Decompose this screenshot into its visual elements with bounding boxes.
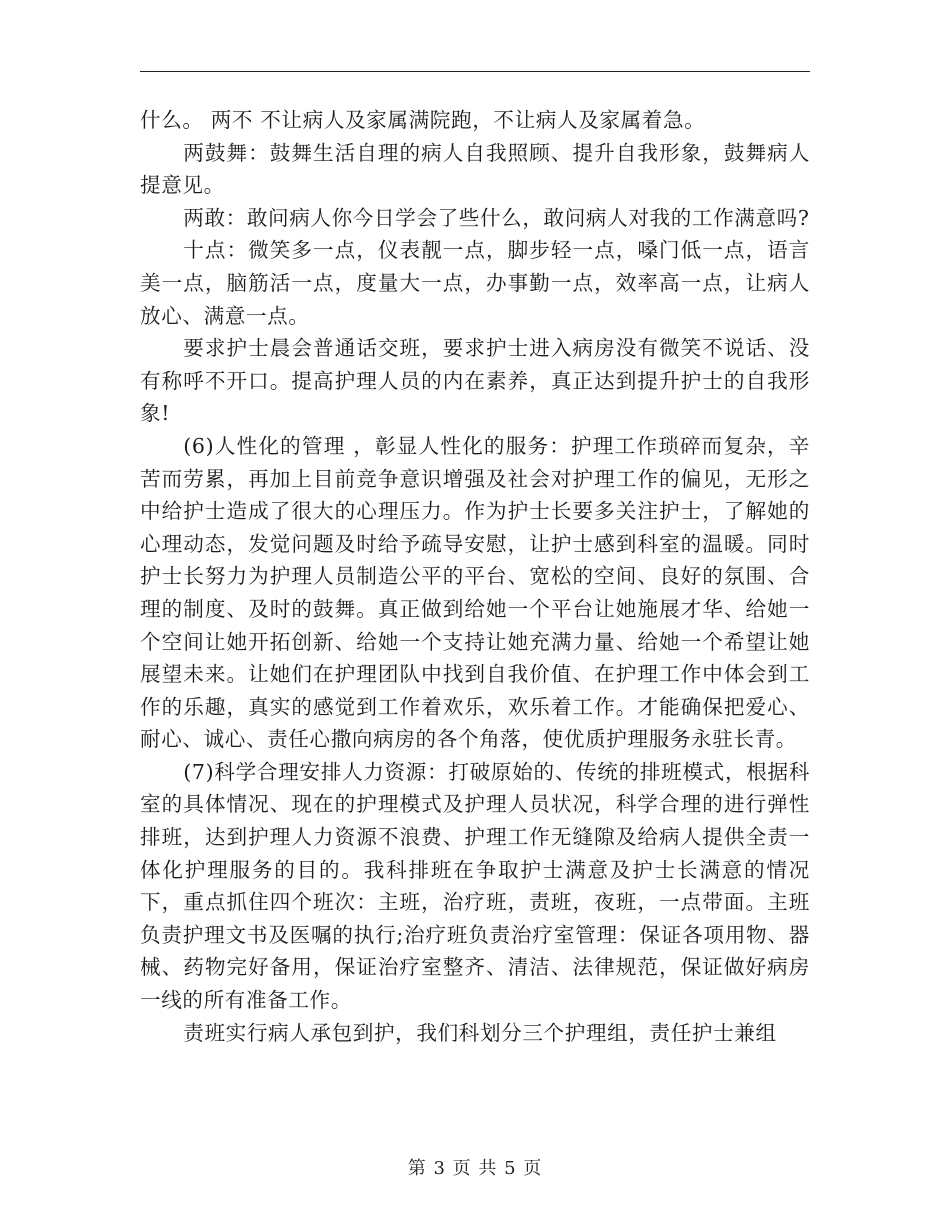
paragraph-staffing: (7)科学合理安排人力资源：打破原始的、传统的排班模式，根据科室的具体情况、现在的护理模式及护理人员状况，科学合理的进行弹性排班，达到护理人力资源不浪费、护理工作无缝隙及给病人提供全责一体化护理服务的目的。我科排班在争取护士满意及护士长满意的情况下，重点抓住四个班次：主班，治疗班，责班，夜班，一点带面。主班负责护理文书及医嘱的执行;治疗班负责治疗室管理：保证各项用物、器械、药物完好备用，保证治疗室整齐、清洁、法律规范，保证做好病房一线的所有准备工作。 (140, 759, 810, 1013)
document-body (140, 104, 810, 1049)
header-rule (140, 71, 810, 72)
paragraph-responsibility-shift: 责班实行病人承包到护，我们科划分三个护理组，责任护士兼组 (183, 1020, 777, 1045)
paragraph-continuation: 什么。 两不 不让病人及家属满院跑，不让病人及家属着急。 (140, 108, 706, 132)
page-number-footer: 第 3 页 共 5 页 (407, 1158, 543, 1179)
paragraph-morning-meeting: 要求护士晨会普通话交班，要求护士进入病房没有微笑不说话、没有称呼不开口。提高护理人员的内在素养，真正达到提升护士的自我形象! (140, 336, 810, 426)
paragraph-ten-points: 十点：微笑多一点，仪表靓一点，脚步轻一点，嗓门低一点，语言美一点，脑筋活一点，度量大一点，办事勤一点，效率高一点，让病人放心、满意一点。 (140, 238, 810, 328)
paragraph-two-encourage: 两鼓舞：鼓舞生活自理的病人自我照顾、提升自我形象，鼓舞病人提意见。 (140, 140, 810, 198)
paragraph-two-dare: 两敢：敢问病人你今日学会了些什么，敢问病人对我的工作满意吗? (183, 205, 810, 230)
paragraph-humanized-management: (6)人性化的管理 ，彰显人性化的服务：护理工作琐碎而复杂，辛苦而劳累，再加上目前竞争意识增强及社会对护理工作的偏见，无形之中给护士造成了很大的心理压力。作为护士长要多关注护士，了解她的心理动态，发觉问题及时给予疏导安慰，让护士感到科室的温暖。同时护士长努力为护理人员制造公平的平台、宽松的空间、良好的氛围、合理的制度、及时的鼓舞。真正做到给她一个平台让她施展才华、给她一个空间让她开拓创新、给她一个支持让她充满力量、给她一个希望让她展望未来。让她们在护理团队中找到自我价值、在护理工作中体会到工作的乐趣，真实的感觉到工作着欢乐，欢乐着工作。才能确保把爱心、耐心、诚心、责任心撒向病房的各个角落，使优质护理服务永驻长青。 (140, 433, 810, 752)
